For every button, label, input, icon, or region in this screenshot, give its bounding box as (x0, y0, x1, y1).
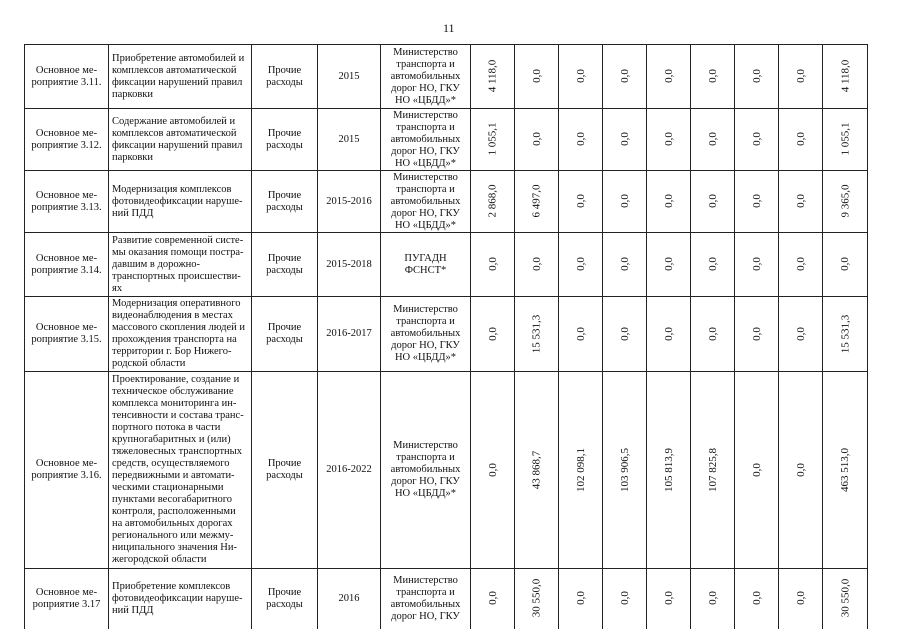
year-value (515, 233, 559, 297)
table-row (25, 372, 868, 569)
value-text: 0,0 (794, 591, 807, 606)
expense-type: Прочие расходы (252, 109, 318, 171)
years: 2015 (318, 109, 381, 171)
year-value (603, 109, 647, 171)
table-row (25, 297, 868, 372)
expense-type: Прочие расходы (252, 297, 318, 372)
table-row (25, 233, 868, 297)
year-value (559, 109, 603, 171)
value-text: 0,0 (794, 194, 807, 208)
value-text: 0,0 (750, 591, 763, 606)
year-value (647, 233, 691, 297)
value-text: 0,0 (706, 591, 719, 606)
value-text: 0,0 (706, 257, 719, 271)
year-value (647, 372, 691, 569)
year-value (471, 297, 515, 372)
executor: Министерство транспорта и автомобильных дорог НО, ГКУ НО «ЦБДД»* (381, 171, 471, 233)
value-text: 0,0 (662, 591, 675, 606)
years: 2016 (318, 569, 381, 629)
year-value (603, 171, 647, 233)
page-number: 11 (443, 21, 455, 35)
measure-name: Модернизация оперативного видеонаблюдения в местах массового скопления людей и прохождения транспорта на территории г. Бор Нижего-родской области (109, 297, 252, 372)
value-text: 0,0 (706, 326, 719, 341)
total-value (823, 233, 868, 297)
year-value (779, 233, 823, 297)
value-text: 102 098,1 (575, 447, 587, 492)
executor: Министерство транспорта и автомобильных дорог НО, ГКУ (381, 569, 471, 629)
executor: Министерство транспорта и автомобильных дорог НО, ГКУ НО «ЦБДД»* (381, 45, 471, 109)
year-value (735, 45, 779, 109)
value-text: 0,0 (530, 69, 543, 83)
year-value (735, 569, 779, 629)
value-text: 0,0 (574, 69, 587, 83)
year-value (471, 171, 515, 233)
value-text: 0,0 (618, 591, 631, 606)
years: 2015 (318, 45, 381, 109)
year-value (515, 569, 559, 629)
value-text: 2 868,0 (486, 184, 499, 218)
measure-number: Основное ме-роприятие 3.13. (25, 171, 109, 233)
value-text: 0,0 (750, 257, 763, 271)
value-text: 107 825,8 (707, 447, 719, 492)
table-row (25, 569, 868, 629)
year-value (735, 372, 779, 569)
value-text: 0,0 (794, 132, 807, 146)
value-text: 0,0 (486, 257, 499, 271)
year-value (779, 372, 823, 569)
value-text: 0,0 (662, 132, 675, 146)
value-text: 30 550,0 (839, 579, 851, 618)
value-text: 0,0 (574, 591, 587, 606)
value-text: 0,0 (574, 326, 587, 341)
table-row (25, 109, 868, 171)
value-text: 4 118,0 (486, 59, 499, 93)
year-value (735, 233, 779, 297)
year-value (559, 372, 603, 569)
executor: Министерство транспорта и автомобильных дорог НО, ГКУ НО «ЦБДД»* (381, 372, 471, 569)
measure-number: Основное ме-роприятие 3.12. (25, 109, 109, 171)
measure-number: Основное ме-роприятие 3.16. (25, 372, 109, 569)
value-text: 0,0 (530, 257, 543, 271)
year-value (515, 297, 559, 372)
expense-type: Прочие расходы (252, 45, 318, 109)
value-text: 0,0 (662, 326, 675, 341)
year-value (735, 171, 779, 233)
value-text: 1 055,1 (486, 122, 499, 156)
value-text: 0,0 (662, 69, 675, 83)
value-text: 6 497,0 (530, 184, 543, 218)
table-body (25, 45, 868, 629)
executor: ПУГАДН ФСНСТ* (381, 233, 471, 297)
value-text: 0,0 (750, 69, 763, 83)
value-text: 4 118,0 (839, 59, 851, 93)
value-text: 103 906,5 (619, 447, 631, 492)
total-value (823, 372, 868, 569)
value-text: 0,0 (618, 194, 631, 208)
value-text: 30 550,0 (530, 579, 543, 618)
year-value (735, 297, 779, 372)
year-value (779, 171, 823, 233)
year-value (647, 171, 691, 233)
year-value (691, 569, 735, 629)
years: 2015-2018 (318, 233, 381, 297)
year-value (515, 109, 559, 171)
year-value (603, 569, 647, 629)
year-value (471, 109, 515, 171)
year-value (515, 171, 559, 233)
year-value (559, 233, 603, 297)
value-text: 0,0 (750, 194, 763, 208)
executor: Министерство транспорта и автомобильных дорог НО, ГКУ НО «ЦБДД»* (381, 109, 471, 171)
year-value (691, 171, 735, 233)
measure-number: Основное ме-роприятие 3.17 (25, 569, 109, 629)
value-text: 0,0 (794, 462, 807, 477)
year-value (471, 233, 515, 297)
year-value (603, 372, 647, 569)
value-text: 0,0 (618, 326, 631, 341)
value-text: 0,0 (618, 132, 631, 146)
expense-type: Прочие расходы (252, 233, 318, 297)
year-value (559, 171, 603, 233)
value-text: 0,0 (794, 257, 807, 271)
year-value (515, 372, 559, 569)
year-value (471, 569, 515, 629)
value-text: 0,0 (574, 194, 587, 208)
expense-type: Прочие расходы (252, 372, 318, 569)
value-text: 0,0 (706, 69, 719, 83)
value-text: 1 055,1 (839, 122, 851, 156)
value-text: 0,0 (486, 462, 499, 477)
value-text: 0,0 (794, 326, 807, 341)
total-value (823, 109, 868, 171)
total-value (823, 171, 868, 233)
value-text: 0,0 (794, 69, 807, 83)
value-text: 463 513,0 (839, 447, 851, 492)
value-text: 43 868,7 (530, 450, 543, 489)
table-row (25, 171, 868, 233)
year-value (735, 109, 779, 171)
table-row (25, 45, 868, 109)
year-value (779, 569, 823, 629)
year-value (647, 109, 691, 171)
value-text: 9 365,0 (839, 184, 851, 218)
value-text: 0,0 (486, 326, 499, 341)
year-value (647, 569, 691, 629)
value-text: 15 531,3 (530, 314, 543, 353)
year-value (647, 297, 691, 372)
year-value (691, 297, 735, 372)
value-text: 0,0 (662, 194, 675, 208)
years: 2015-2016 (318, 171, 381, 233)
value-text: 0,0 (750, 462, 763, 477)
value-text: 105 813,9 (663, 447, 675, 492)
year-value (603, 297, 647, 372)
measure-name: Приобретение комплексов фотовидеофиксации наруше-ний ПДД (109, 569, 252, 629)
value-text: 0,0 (706, 194, 719, 208)
value-text: 0,0 (486, 591, 499, 606)
total-value (823, 45, 868, 109)
value-text: 0,0 (750, 132, 763, 146)
years: 2016-2022 (318, 372, 381, 569)
total-value (823, 569, 868, 629)
total-value (823, 297, 868, 372)
year-value (559, 297, 603, 372)
year-value (471, 45, 515, 109)
expense-type: Прочие расходы (252, 569, 318, 629)
year-value (603, 233, 647, 297)
year-value (559, 45, 603, 109)
value-text: 0,0 (750, 326, 763, 341)
value-text: 0,0 (662, 257, 675, 271)
years: 2016-2017 (318, 297, 381, 372)
year-value (647, 45, 691, 109)
measure-name: Модернизация комплексов фотовидеофиксации наруше-ний ПДД (109, 171, 252, 233)
year-value (471, 372, 515, 569)
executor: Министерство транспорта и автомобильных дорог НО, ГКУ НО «ЦБДД»* (381, 297, 471, 372)
measure-name: Проектирование, создание и техническое обслуживание комплекса мониторинга ин-тенсивности и состава транс-портного потока в части крупногабаритных и (или) тяжеловесных транспортных средств, осуществляемого передвижными и автомати-ческими стационарными пунктами весогабаритного контроля, расположенными на автомобильных дорогах регионального или межму-ниципального значения Ни-жегородской области (109, 372, 252, 569)
year-value (691, 233, 735, 297)
value-text: 0,0 (574, 132, 587, 146)
year-value (603, 45, 647, 109)
value-text: 0,0 (574, 257, 587, 271)
value-text: 0,0 (839, 257, 851, 271)
measure-name: Развитие современной систе-мы оказания помощи постра-давшим в дорожно-транспортных происшестви-ях (109, 233, 252, 297)
measure-name: Содержание автомобилей и комплексов автоматической фиксации нарушений правил парковки (109, 109, 252, 171)
year-value (779, 109, 823, 171)
year-value (691, 372, 735, 569)
measures-table (24, 44, 868, 629)
expense-type: Прочие расходы (252, 171, 318, 233)
year-value (779, 45, 823, 109)
year-value (691, 109, 735, 171)
measure-number: Основное ме-роприятие 3.11. (25, 45, 109, 109)
measure-number: Основное ме-роприятие 3.15. (25, 297, 109, 372)
value-text: 0,0 (706, 132, 719, 146)
year-value (779, 297, 823, 372)
value-text: 0,0 (618, 257, 631, 271)
measure-number: Основное ме-роприятие 3.14. (25, 233, 109, 297)
value-text: 15 531,3 (839, 314, 851, 353)
year-value (515, 45, 559, 109)
measure-name: Приобретение автомобилей и комплексов автоматической фиксации нарушений правил парковки (109, 45, 252, 109)
value-text: 0,0 (618, 69, 631, 83)
value-text: 0,0 (530, 132, 543, 146)
year-value (691, 45, 735, 109)
year-value (559, 569, 603, 629)
